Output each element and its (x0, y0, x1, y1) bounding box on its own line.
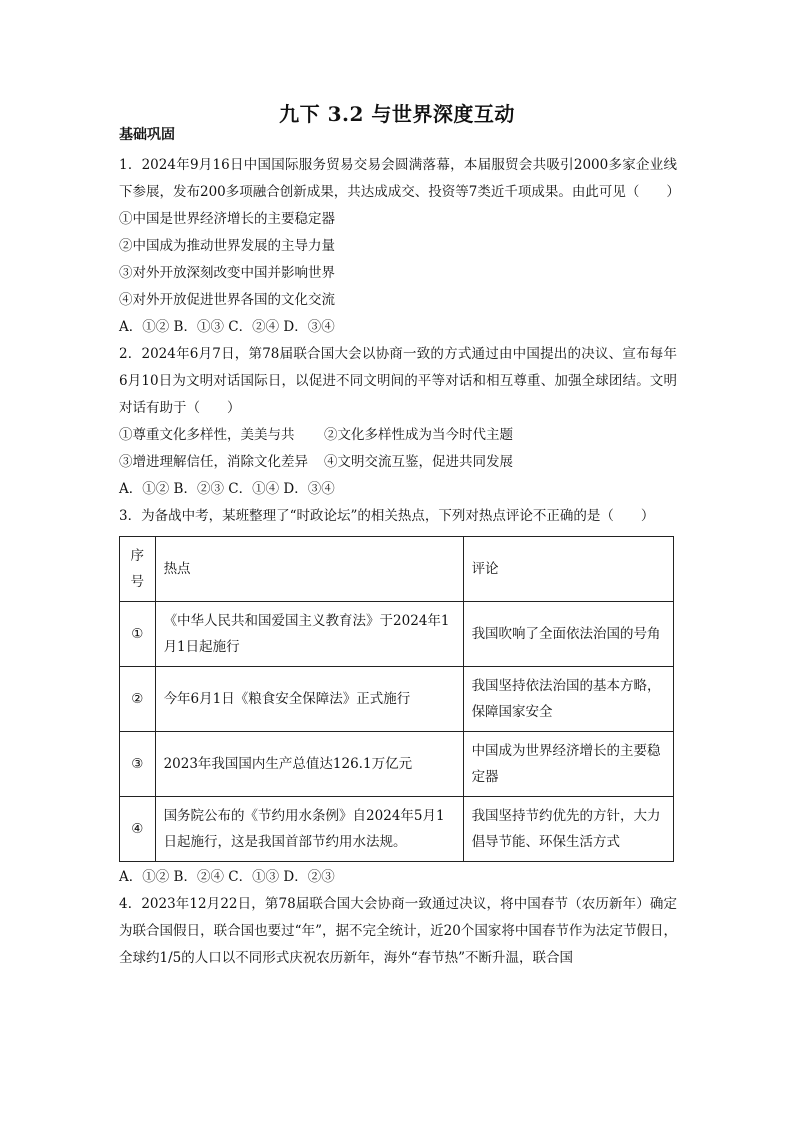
table-row (120, 602, 674, 667)
question-3-answers: A．①② B．②④ C．①③ D．②③ (119, 869, 335, 885)
table-cell-hot: 2023年我国国内生产总值达126.1万亿元 (155, 732, 463, 797)
table-cell-comment: 中国成为世界经济增长的主要稳定器 (463, 732, 673, 797)
question-2-option-1: ①尊重文化多样性，美美与共 (119, 427, 295, 443)
table-header-number: 序号 (120, 537, 156, 602)
table-header-comment: 评论 (463, 537, 673, 602)
table-row (120, 667, 674, 732)
question-2-option-4: ④文明交流互鉴，促进共同发展 (324, 454, 513, 470)
table-row (120, 797, 674, 862)
table-cell-hot: 国务院公布的《节约用水条例》自2024年5月1日起施行，这是我国首部节约用水法规。 (155, 797, 463, 862)
question-2-option-2: ②文化多样性成为当今时代主题 (324, 427, 513, 443)
question-1-option-4: ④对外开放促进世界各国的文化交流 (119, 292, 335, 308)
table-cell-number: ② (120, 667, 156, 732)
question-1-option-1: ①中国是世界经济增长的主要稳定器 (119, 211, 335, 227)
table-cell-hot: 《中华人民共和国爱国主义教育法》于2024年1月1日起施行 (155, 602, 463, 667)
table-cell-hot: 今年6月1日《粮食安全保障法》正式施行 (155, 667, 463, 732)
table-cell-number: ③ (120, 732, 156, 797)
question-1-option-3: ③对外开放深刻改变中国并影响世界 (119, 265, 335, 281)
question-3-text: 3．为备战中考，某班整理了“时政论坛”的相关热点，下列对热点评论不正确的是（ ） (119, 508, 655, 524)
question-2-answers: A．①② B．②③ C．①④ D．③④ (119, 481, 335, 497)
question-content (119, 152, 680, 972)
question-2-options-row-2 (119, 449, 677, 476)
table-cell-comment: 我国吹响了全面依法治国的号角 (463, 602, 673, 667)
question-2-text: 2．2024年6月7日，第78届联合国大会以协商一致的方式通过由中国提出的决议、宣布每年6月10日为文明对话国际日，以促进不同文明间的平等对话和相互尊重、加强全球团结。文明对话有助于（ ） (119, 346, 677, 416)
section-heading: 基础巩固 (119, 127, 175, 143)
table-cell-number: ① (120, 602, 156, 667)
question-1-answers: A．①② B．①③ C．②④ D．③④ (119, 319, 335, 335)
question-2-option-3: ③增进理解信任，消除文化差异 (119, 454, 308, 470)
table-cell-comment: 我国坚持依法治国的基本方略，保障国家安全 (463, 667, 673, 732)
page-title: 九下 3.2 与世界深度互动 (279, 102, 515, 126)
question-1-option-2: ②中国成为推动世界发展的主导力量 (119, 238, 335, 254)
question-1-text: 1．2024年9月16日中国国际服务贸易交易会圆满落幕，本届服贸会共吸引2000多家企业线下参展，发布200多项融合创新成果，共达成成交、投资等7类近千项成果。由此可见（ ） (119, 157, 680, 200)
question-4-text: 4．2023年12月22日，第78届联合国大会协商一致通过决议，将中国春节（农历新年）确定为联合国假日，联合国也要过“年”，据不完全统计，近20个国家将中国春节作为法定节假日，全球约1/5的人口以不同形式庆祝农历新年，海外“春节热”不断升温，联合国 (119, 896, 677, 966)
table-row (120, 732, 674, 797)
table-header-hot: 热点 (155, 537, 463, 602)
hot-topics-table (119, 536, 674, 862)
table-cell-comment: 我国坚持节约优先的方针，大力倡导节能、环保生活方式 (463, 797, 673, 862)
table-cell-number: ④ (120, 797, 156, 862)
table-header-row (120, 537, 674, 602)
question-2-options-row-1 (119, 422, 677, 449)
